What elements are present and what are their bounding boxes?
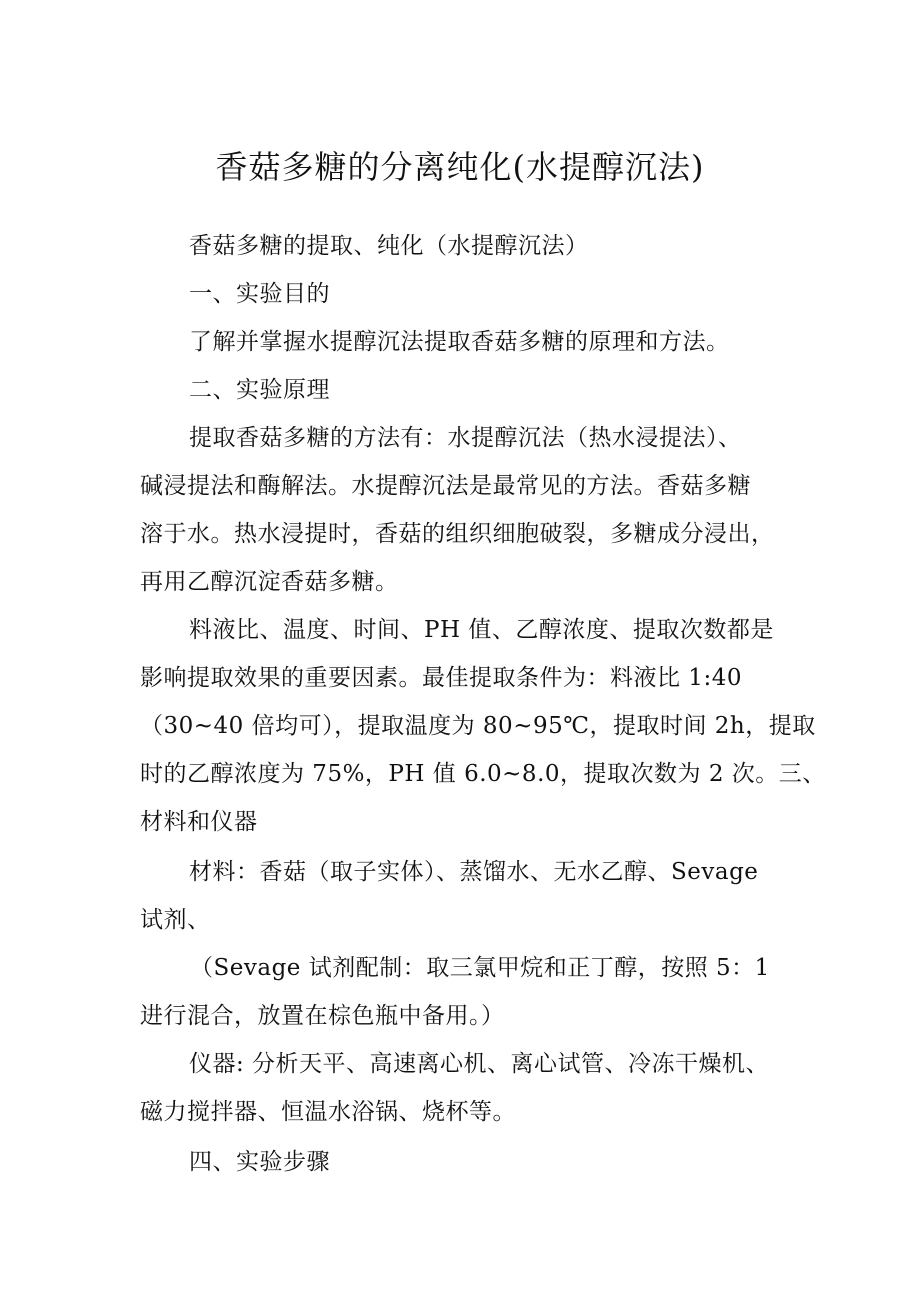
paragraph-line: 了解并掌握水提醇沉法提取香菇多糖的原理和方法。 bbox=[189, 329, 730, 355]
section-heading-steps: 四、实验步骤 bbox=[189, 1149, 330, 1175]
paragraph-line: 时的乙醇浓度为 75%，PH 值 6.0~8.0，提取次数为 2 次。三、 bbox=[140, 761, 826, 787]
section-heading-purpose: 一、实验目的 bbox=[189, 281, 330, 307]
section-heading-materials: 材料和仪器 bbox=[140, 809, 258, 835]
paragraph-line: 仪器: 分析天平、高速离心机、离心试管、冷冻干燥机、 bbox=[189, 1051, 770, 1077]
paragraph-line: 再用乙醇沉淀香菇多糖。 bbox=[140, 569, 399, 595]
document-title: 香菇多糖的分离纯化(水提醇沉法) bbox=[215, 148, 705, 186]
paragraph-line: 提取香菇多糖的方法有：水提醇沉法（热水浸提法）、 bbox=[189, 425, 742, 451]
paragraph-line: 试剂、 bbox=[140, 907, 211, 933]
paragraph-line: （30~40 倍均可），提取温度为 80~95℃，提取时间 2h，提取 bbox=[140, 713, 816, 739]
paragraph-line: 料液比、温度、时间、PH 值、乙醇浓度、提取次数都是 bbox=[189, 617, 774, 643]
paragraph-line: 进行混合，放置在棕色瓶中备用。） bbox=[140, 1003, 505, 1029]
paragraph-line: 材料：香菇（取子实体）、蒸馏水、无水乙醇、Sevage bbox=[189, 859, 759, 885]
paragraph-line: 溶于水。热水浸提时，香菇的组织细胞破裂，多糖成分浸出， bbox=[140, 521, 775, 547]
paragraph-line: 磁力搅拌器、恒温水浴锅、烧杯等。 bbox=[140, 1099, 516, 1125]
section-heading-principle: 二、实验原理 bbox=[189, 377, 330, 403]
subtitle-line: 香菇多糖的提取、纯化（水提醇沉法） bbox=[189, 233, 589, 259]
paragraph-line: 碱浸提法和酶解法。水提醇沉法是最常见的方法。香菇多糖 bbox=[140, 473, 751, 499]
paragraph-line: 影响提取效果的重要因素。最佳提取条件为：料液比 1:40 bbox=[140, 665, 742, 691]
paragraph-line: （Sevage 试剂配制：取三氯甲烷和正丁醇，按照 5：1 bbox=[190, 955, 770, 981]
